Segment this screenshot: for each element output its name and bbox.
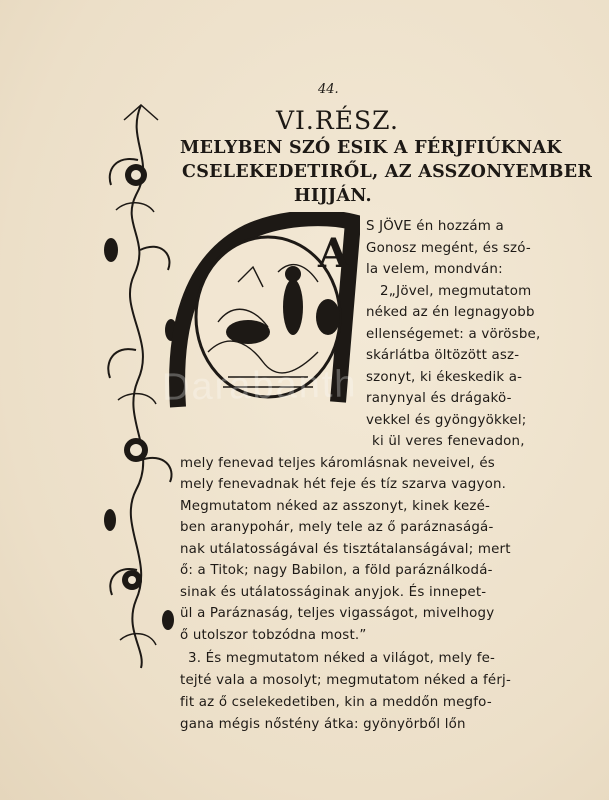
text-line: tejté vala a mosolyt; megmutatom néked a férj- xyxy=(180,673,511,688)
text-line: ül a Paráznaság, teljes vigasságot, mivelhogy xyxy=(180,606,495,621)
text-line: szonyt, ki ékeskedik a- xyxy=(366,370,523,385)
text-line: néked az én legnagyobb xyxy=(366,305,535,320)
text-line: fit az ő cselekedetiben, kin a meddőn megfo- xyxy=(180,695,492,710)
text-line: skárlátba öltözött asz- xyxy=(366,348,520,363)
text-line: la velem, mondván: xyxy=(366,262,503,277)
page-number: 44. xyxy=(318,82,339,97)
text-line: vekkel és gyöngyökkel; xyxy=(366,413,527,428)
text-line: gana mégis nőstény átka: gyönyörből lőn xyxy=(180,717,466,732)
text-line: nak utálatosságával és tisztátalanságával; mert xyxy=(180,542,511,557)
initial-letter-glyph: A xyxy=(318,230,350,277)
text-line: Gonosz megént, és szó- xyxy=(366,241,531,256)
text-line: ő utolszor tobzódna most.” xyxy=(180,628,367,643)
part-title: VI.RÉSZ. xyxy=(276,106,399,135)
text-line: Megmutatom néked az asszonyt, kinek kezé- xyxy=(180,499,491,514)
text-line: ranynyal és drágakö- xyxy=(366,391,512,406)
text-line: 3. És megmutatom néked a világot, mely fe- xyxy=(188,651,496,666)
subtitle-line: HIJJÁN. xyxy=(294,186,372,206)
watermark: Darabanth xyxy=(161,363,358,409)
subtitle-line: MELYBEN SZÓ ESIK A FÉRJFIÚKNAK xyxy=(180,138,562,158)
text-line: S JÖVE én hozzám a xyxy=(366,219,504,234)
text-line: ben aranypohár, mely tele az ő paráznaságá- xyxy=(180,520,494,535)
subtitle-line: CSELEKEDETIRŐL, AZ ASSZONYEMBER xyxy=(182,162,593,182)
text-line: ki ül veres fenevadon, xyxy=(372,434,525,449)
text-line: sinak és utálatosságinak anyjok. És innepet- xyxy=(180,585,487,600)
text-line: mely fenevadnak hét feje és tíz szarva vagyon. xyxy=(180,477,507,492)
text-line: ő: a Titok; nagy Babilon, a föld paráználkodá- xyxy=(180,563,493,578)
text-line: ellenségemet: a vörösbe, xyxy=(366,327,541,342)
text-line: mely fenevad teljes káromlásnak neveivel, és xyxy=(180,456,495,471)
text-line: 2„Jövel, megmutatom xyxy=(380,284,532,299)
